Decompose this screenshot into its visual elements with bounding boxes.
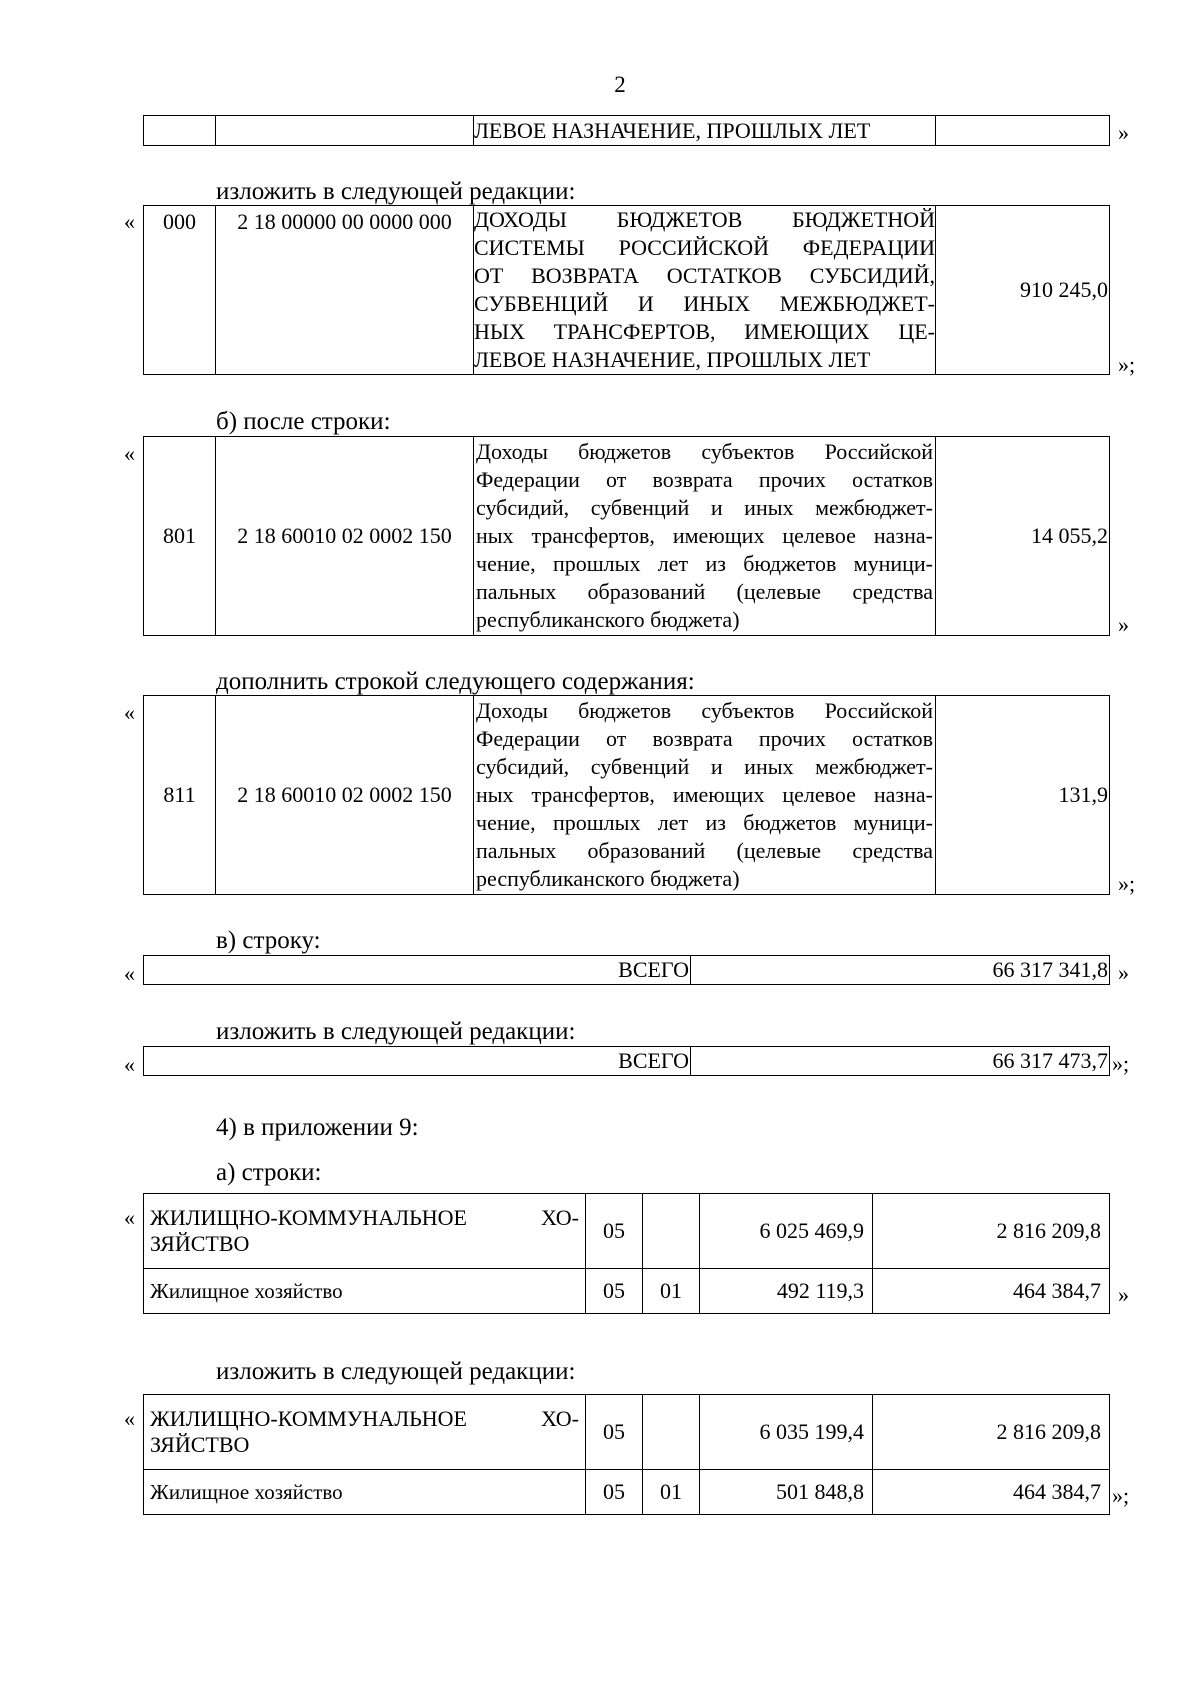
paragraph-restate: изложить в следующей редакции: (216, 178, 576, 205)
t7-row2-v1: 501 848,8 (700, 1470, 873, 1515)
t7-row1-v1: 6 035 199,4 (700, 1395, 873, 1470)
t5-open-quote: « (124, 1052, 135, 1077)
paragraph-restate-rows: изложить в следующей редакции: (216, 1358, 576, 1385)
t3-description: Доходы бюджетов субъектов Российской Федерации от возврата прочих остатков субсидий, субвенций и иных межбюджет- ных трансфертов, имеющих целевое назна- чение, прошлых лет из бюджетов муници- пальных образований (целевые средства республиканского бюджета) (474, 696, 936, 895)
fragment-close-quote: » (1118, 120, 1129, 145)
t4-open-quote: « (124, 961, 135, 986)
t6-row2-name: Жилищное хозяйство (144, 1269, 586, 1314)
t7-row1-pr (643, 1395, 700, 1470)
t6-row1-name: ЖИЛИЩНО-КОММУНАЛЬНОЕ ХО- ЗЯЙСТВО (144, 1194, 586, 1269)
paragraph-row-total: в) строку: (216, 927, 321, 954)
budget-table-old (143, 1193, 1110, 1314)
t4-close-quote: » (1118, 960, 1129, 985)
fragment-cell-text: ЛЕВОЕ НАЗНАЧЕНИЕ, ПРОШЛЫХ ЛЕТ (474, 116, 936, 146)
t3-close-quote: »; (1118, 871, 1136, 896)
total-table-old (143, 955, 1110, 985)
t2-open-quote: « (124, 441, 135, 466)
paragraph-after-row: б) после строки: (216, 408, 391, 435)
revenue-table-1 (143, 205, 1110, 375)
t6-row2-rz: 05 (586, 1269, 643, 1314)
t3-open-quote: « (124, 700, 135, 725)
revenue-table-2 (143, 436, 1110, 636)
fragment-table (143, 115, 1110, 146)
t2-description: Доходы бюджетов субъектов Российской Федерации от возврата прочих остатков субсидий, субвенций и иных межбюджет- ных трансфертов, имеющих целевое назна- чение, прошлых лет из бюджетов муници- пальных образований (целевые средства республиканского бюджета) (474, 437, 936, 636)
budget-table-new (143, 1394, 1110, 1515)
t3-code: 811 (144, 696, 216, 895)
t7-row2-rz: 05 (586, 1470, 643, 1515)
paragraph-add-row: дополнить строкой следующего содержания: (216, 668, 695, 695)
t2-kbk: 2 18 60010 02 0002 150 (216, 437, 474, 636)
t6-open-quote: « (124, 1205, 135, 1230)
fragment-cell-amount (936, 116, 1110, 146)
t1-close-quote: »; (1118, 352, 1136, 377)
table-row (144, 1395, 1110, 1470)
t6-row1-rz: 05 (586, 1194, 643, 1269)
total-table-new (143, 1046, 1110, 1076)
t6-row2-pr: 01 (643, 1269, 700, 1314)
t5-amount: 66 317 473,7 (691, 1047, 1110, 1076)
t7-row1-rz: 05 (586, 1395, 643, 1470)
t1-kbk: 2 18 00000 00 0000 000 (216, 206, 474, 375)
t3-amount: 131,9 (936, 696, 1110, 895)
t7-row1-name: ЖИЛИЩНО-КОММУНАЛЬНОЕ ХО- ЗЯЙСТВО (144, 1395, 586, 1470)
t3-kbk: 2 18 60010 02 0002 150 (216, 696, 474, 895)
t4-label: ВСЕГО (144, 956, 691, 985)
fragment-cell-kbk (216, 116, 474, 146)
t2-close-quote: » (1118, 612, 1129, 637)
t7-row2-v2: 464 384,7 (873, 1470, 1110, 1515)
t5-label: ВСЕГО (144, 1047, 691, 1076)
t6-row2-v1: 492 119,3 (700, 1269, 873, 1314)
t1-description: ДОХОДЫ БЮДЖЕТОВ БЮДЖЕТНОЙ СИСТЕМЫ РОССИЙСКОЙ ФЕДЕРАЦИИ ОТ ВОЗВРАТА ОСТАТКОВ СУБСИДИЙ, СУБВЕНЦИЙ И ИНЫХ МЕЖБЮДЖЕТ- НЫХ ТРАНСФЕРТОВ, ИМЕЮЩИХ ЦЕ- ЛЕВОЕ НАЗНАЧЕНИЕ, ПРОШЛЫХ ЛЕТ (474, 206, 936, 375)
t6-row1-pr (643, 1194, 700, 1269)
t2-code: 801 (144, 437, 216, 636)
table-row (144, 1269, 1110, 1314)
t1-open-quote: « (124, 209, 135, 234)
t7-row1-v2: 2 816 209,8 (873, 1395, 1110, 1470)
fragment-cell-code (144, 116, 216, 146)
t7-row2-pr: 01 (643, 1470, 700, 1515)
revenue-table-3 (143, 695, 1110, 895)
t6-close-quote: » (1118, 1282, 1129, 1307)
t1-code: 000 (144, 206, 216, 375)
t5-close-quote: »; (1112, 1051, 1130, 1076)
paragraph-rows: а) строки: (216, 1159, 322, 1186)
t7-open-quote: « (124, 1406, 135, 1431)
t4-amount: 66 317 341,8 (691, 956, 1110, 985)
page-number: 2 (614, 72, 626, 97)
table-row (144, 1194, 1110, 1269)
t1-amount: 910 245,0 (936, 206, 1110, 375)
t6-row1-v2: 2 816 209,8 (873, 1194, 1110, 1269)
t2-amount: 14 055,2 (936, 437, 1110, 636)
t7-row2-name: Жилищное хозяйство (144, 1470, 586, 1515)
t6-row2-v2: 464 384,7 (873, 1269, 1110, 1314)
table-row (144, 1470, 1110, 1515)
paragraph-restate-total: изложить в следующей редакции: (216, 1018, 576, 1045)
paragraph-appendix-9: 4) в приложении 9: (216, 1114, 419, 1141)
t6-row1-v1: 6 025 469,9 (700, 1194, 873, 1269)
t7-close-quote: »; (1112, 1483, 1130, 1508)
